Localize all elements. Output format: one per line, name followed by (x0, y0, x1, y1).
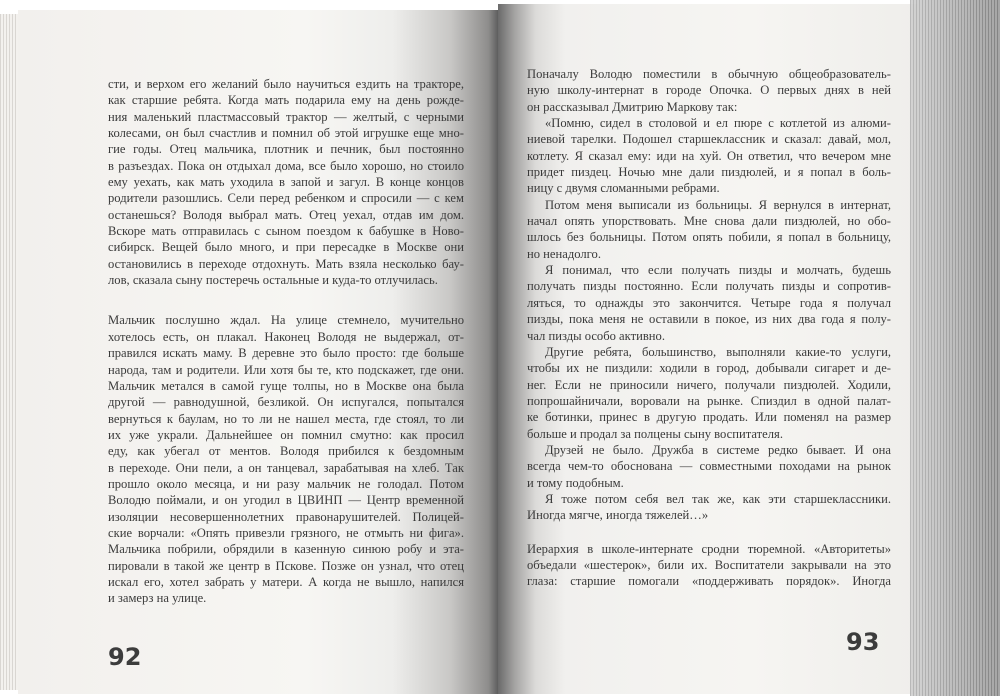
text-line: колесами, он был счастлив и помнил об этой игрушке еще мно- (108, 126, 464, 141)
text-line: и замерз на улице. (108, 591, 207, 606)
text-line: нег. Если не приносили ничего, получали пиздюлей. Ходили, (527, 377, 891, 392)
text-line: больше и продал за полцены сыну воспитателя. (527, 426, 783, 441)
paragraph (108, 312, 464, 606)
text-line: начал опять упорствовать. Мне снова дали пиздюлей, но обо- (527, 214, 891, 229)
text-line: Иерархия в школе-интернате сродни тюремной. «Авторитеты» (527, 541, 891, 556)
text-line: пизды, пока меня не оставили в покое, из них два года я полу- (527, 312, 891, 327)
text-line: правился искать маму. В деревне это было просто: где больше (108, 346, 464, 361)
text-line: и тому подобным. (527, 475, 624, 490)
text-line: ниевой тарелки. Подошел старшеклассник и сказал: давай, мол, (527, 132, 891, 147)
paragraph (527, 344, 891, 442)
text-line: как старшие ребята. Когда мать подарила ему на день рожде- (108, 93, 464, 108)
text-line: пировали в такой же центр в Пскове. Позже он узнал, что отец (108, 558, 464, 573)
text-line: сти, и верхом его желаний было научиться ездить на тракторе, (108, 77, 464, 91)
paragraph (527, 66, 891, 115)
text-line: Я понимал, что если получать пизды и молчать, будешь (545, 263, 891, 278)
text-line: ную школу-интернат в городе Опочка. О первых днях в ней (527, 83, 891, 98)
text-line: другой — равнодушной, безликой. Он испугался, попытался (108, 395, 464, 410)
right-page-edges (910, 0, 1000, 696)
text-line: объедали «шестерок», били их. Воспитатели закрывали на это (527, 557, 891, 572)
text-line: шлось без больницы. Потом опять побили, я попал в больницу, (527, 230, 891, 245)
text-line: ляться, то однажды это закончится. Четыре года я получал (527, 295, 891, 310)
text-line: Володю поймали, и он угодил в ЦВИНП — Центр временной (108, 493, 464, 508)
paragraph (527, 115, 891, 197)
text-line: прошло около месяца, и ни разу мальчик не голодал. Потом (108, 476, 464, 491)
text-line: еду, как убегал от ментов. Володя прибился к бездомным (108, 444, 464, 459)
right-page-text (527, 66, 891, 590)
text-line: глаза: старшие помогали «поддерживать порядок». Иногда (527, 574, 891, 589)
text-line: лов, сказала сыну постеречь остальные и куда-то отлучилась. (108, 273, 438, 288)
text-line: их уже украли. Дальнейшее он помнил смутно: как просил (108, 427, 464, 442)
text-line: ницу с двумя сломанными ребрами. (527, 181, 720, 196)
text-line: но ненадолго. (527, 246, 601, 261)
left-page-text (108, 76, 464, 607)
text-line: изоляции несовершеннолетних правонарушителей. Полицей- (108, 509, 464, 524)
paragraph (527, 262, 891, 344)
paragraph-gap (527, 524, 891, 541)
text-line: всегда чем-то обоснована — совместными походами на рынок (527, 459, 891, 474)
text-line: Мальчика побрили, обрядили в казенную синюю робу и эта- (108, 542, 464, 557)
text-line: получать пизды постоянно. Если получать пизды и сопротив- (527, 279, 891, 294)
text-line: ния маленький пластмассовый трактор — желтый, с черными (108, 109, 464, 124)
text-line: искал его, хотел забрать у матери. А когда не вышло, напился (108, 574, 464, 589)
text-line: чал пизды особо активно. (527, 328, 665, 343)
text-line: Иногда мягче, иногда тяжелей…» (527, 508, 709, 523)
text-line: ке ботинки, принес в другую продать. Или поменял на размер (527, 410, 891, 425)
text-line: в переходе. Они пели, а он танцевал, зарабатывая на хлеб. Так (108, 460, 464, 475)
text-line: вернуться к баулам, но то ли не нашел места, где стоял, то ли (108, 411, 464, 426)
paragraph (527, 541, 891, 590)
page-number-right: 93 (846, 628, 880, 656)
text-line: Поначалу Володю поместили в обычную общеобразователь- (527, 67, 891, 81)
text-line: Потом меня выписали из больницы. Я вернулся в интернат, (545, 197, 891, 212)
text-line: Мальчик послушно ждал. На улице стемнело, мучительно (108, 313, 464, 328)
text-line: гие годы. Отец мальчика, плотник и печник, был постоянно (108, 142, 464, 157)
text-line: котлету. Я сказал ему: иди на хуй. Он ответил, что вечером мне (527, 148, 891, 163)
text-line: ему уехать, как мать уходила в запой и загул. В конце концов (108, 175, 464, 190)
text-line: ские ворчали: «Опять привезли грязного, не отмыть ни фига». (108, 525, 464, 540)
text-line: он рассказывал Дмитрию Маркову так: (527, 99, 738, 114)
paragraph (527, 197, 891, 262)
text-line: останешься? Володя выбрал мать. Отец уехал, отдав им дом. (108, 207, 464, 222)
paragraph (527, 491, 891, 524)
text-line: «Помню, сидел в столовой и ел пюре с котлетой из алюми- (545, 116, 891, 131)
page-number-left: 92 (108, 643, 142, 671)
text-line: хотелось есть, он плакал. Наконец Володя не выдержал, от- (108, 329, 464, 344)
text-line: Вскоре мать отправилась с сыном поездом к бабушке в Ново- (108, 224, 464, 239)
text-line: остановились в переходе отдохнуть. Мать взяла несколько бау- (108, 256, 464, 271)
paragraph (527, 442, 891, 491)
text-line: родители разошлись. Сели перед ребенком и спросили — с кем (108, 191, 464, 206)
text-line: попрошайничали, воровали на рынке. Спиздил в одной палат- (527, 393, 891, 408)
text-line: чтобы их не пиздили: ходили в город, добывали сигарет и де- (527, 361, 891, 376)
text-line: Мальчик метался в самой гуще толпы, но в Москве она была (108, 378, 464, 393)
text-line: Другие ребята, большинство, выполняли какие-то услуги, (545, 344, 891, 359)
text-line: народа, там и родители. Или хотя бы те, кто подскажет, где они. (108, 362, 464, 377)
text-line: Друзей не было. Дружба в системе редко бывает. И она (545, 442, 891, 457)
text-line: сибирск. Вещей было много, и при пересадке в Москве они (108, 240, 464, 255)
paragraph (108, 76, 464, 288)
paragraph-gap (108, 288, 464, 312)
text-line: придет пиздец. Ночью мне дали пиздюлей, и я попал в боль- (527, 165, 891, 180)
text-line: в разъездах. Пока он отдыхал дома, все было хорошо, но стоило (108, 158, 464, 173)
text-line: Я тоже потом себя вел так же, как эти старшеклассники. (545, 491, 891, 506)
